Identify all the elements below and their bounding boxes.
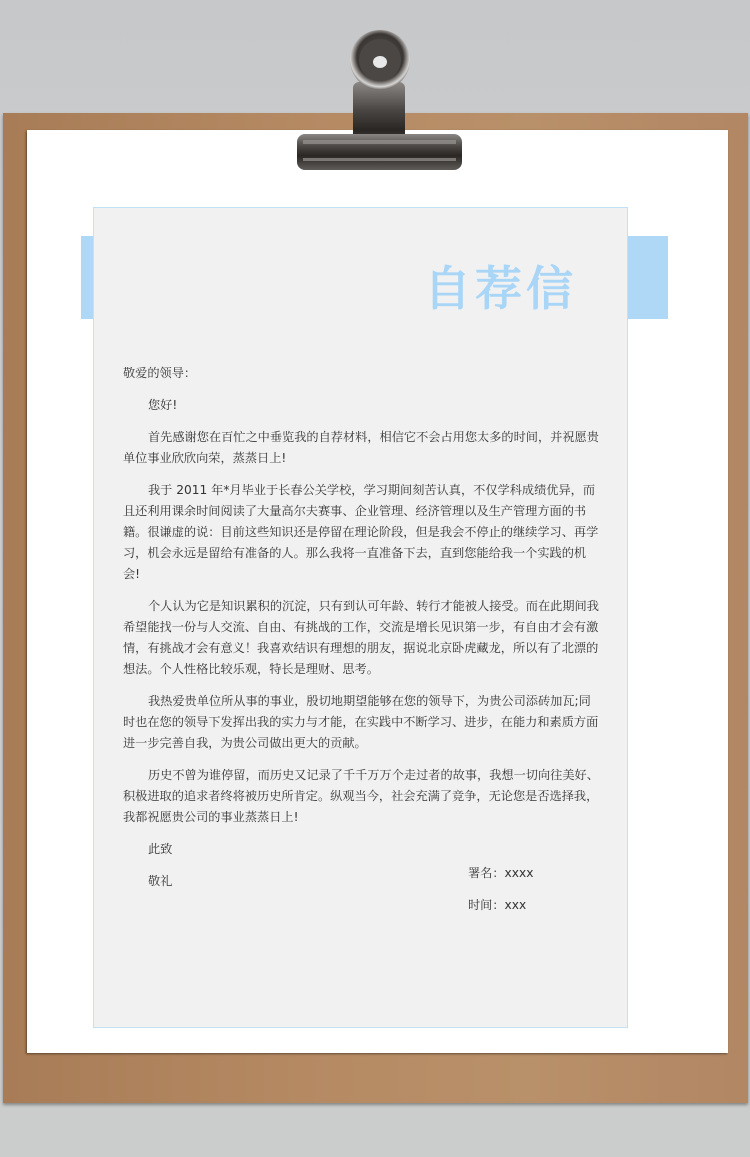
letter-sheet [93,207,628,1028]
paragraph: 个人认为它是知识累积的沉淀，只有到认可年龄、转行才能被人接受。而在此期间我希望能找一份与人交流、自由、有挑战的工作，交流是增长见识第一步，有自由才会有激情，有挑战才会有意义！我喜欢结识有理想的朋友，据说北京卧虎藏龙，所以有了北漂的想法。个人性格比较乐观，特长是理财、思考。 [123,599,599,676]
signature: 署名：xxxx [468,866,534,880]
closing-line-1: 此致 [148,842,173,856]
binder-clip-icon [285,22,465,172]
paragraph: 首先感谢您在百忙之中垂览我的自荐材料，相信它不会占用您太多的时间，并祝愿贵单位事业欣欣向荣，蒸蒸日上! [123,430,599,465]
paragraph: 我于 2011 年*月毕业于长春公关学校，学习期间刻苦认真，不仅学科成绩优异，而且还利用课余时间阅读了大量高尔夫赛事、企业管理、经济管理以及生产管理方面的书籍。很谦虚的说：目前这些知识还是停留在理论阶段，但是我会不停止的继续学习、再学习，机会永远是留给有准备的人。那么我将一直准备下去，直到您能给我一个实践的机会! [123,483,599,581]
letter-body [123,363,603,903]
paragraph: 我热爱贵单位所从事的事业，殷切地期望能够在您的领导下，为贵公司添砖加瓦;同时也在您的领导下发挥出我的实力与才能，在实践中不断学习、进步，在能力和素质方面进一步完善自我，为贵公司做出更大的贡献。 [123,694,599,750]
letter-title: 自荐信 [424,262,577,317]
salutation: 敬爱的领导： [123,366,197,380]
closing-line-2: 敬礼 [148,874,173,888]
greeting: 您好! [148,398,178,412]
date: 时间：xxx [468,898,527,912]
paragraph: 历史不曾为谁停留，而历史又记录了千千万万个走过者的故事，我想一切向往美好、积极进取的追求者终将被历史所肯定。纵观当今，社会充满了竞争，无论您是否选择我，我都祝愿贵公司的事业蒸蒸日上! [123,768,599,824]
